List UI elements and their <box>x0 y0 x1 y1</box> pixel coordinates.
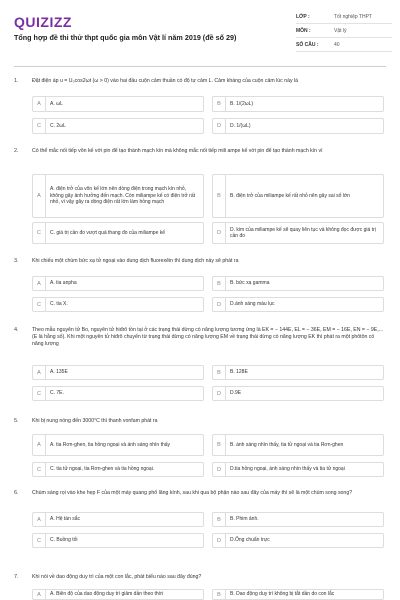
question-text: Đặt điện áp u = U₀cos2ωt (ω > 0) vào hai đầu cuộn cảm thuần có độ tự cảm L. Cảm kháng của cuộn cảm lúc này là <box>32 78 299 84</box>
option-text: B. bức xạ gamma <box>230 280 270 287</box>
option-d[interactable] <box>212 533 384 548</box>
option-letter: A <box>33 513 46 526</box>
option-c[interactable] <box>32 297 204 312</box>
quizizz-logo: QUIZIZZ <box>14 14 72 30</box>
option-d[interactable] <box>212 462 384 477</box>
header-divider <box>14 66 386 67</box>
meta-value: Tốt nghiệp THPT <box>334 13 372 20</box>
option-letter: D <box>213 534 226 547</box>
option-letter: C <box>33 387 46 400</box>
option-text: C. 7E. <box>50 390 64 397</box>
option-text: C. 2ωL <box>50 122 66 129</box>
option-text: A. 135E <box>50 369 68 376</box>
option-a[interactable] <box>32 434 204 456</box>
option-text: D.9E <box>230 390 242 397</box>
option-text: D.ánh sáng màu lục <box>230 301 275 308</box>
option-text: D.Ống chuẩn trực <box>230 537 270 544</box>
option-b[interactable] <box>212 434 384 456</box>
meta-row-subject <box>296 24 392 38</box>
option-letter: C <box>33 534 46 547</box>
option-letter: A <box>33 277 46 290</box>
question-text: Theo mẫu nguyên tử Bo, nguyên tử hiđrô tồn tại ở các trạng thái dừng có năng lượng tương ứng là EK = − 144E, EL = − 36E, EM = − 16E, EN = − 9E,... (E là hằng số). Khi một nguyên tử hiđrô chuyển từ trạng thái dừng có năng lượng EM về trạng thái dừng có năng lượng EK thì phát ra một phôtôn có năng lượng <box>32 327 383 348</box>
option-text: C. Buồng tối <box>50 537 78 544</box>
option-letter: D <box>213 119 226 133</box>
option-text: B. 128E <box>230 369 248 376</box>
option-d[interactable] <box>212 118 384 134</box>
option-c[interactable] <box>32 533 204 548</box>
meta-label: MÔN : <box>296 27 311 34</box>
option-text: C. giá trị cần đo vượt quá thang đo của miliampe kế <box>50 229 166 236</box>
option-letter: B <box>213 435 226 455</box>
option-a[interactable] <box>32 276 204 291</box>
option-b[interactable] <box>212 512 384 527</box>
option-text: A. tia anpha <box>50 280 77 287</box>
option-letter: D <box>213 463 226 476</box>
option-text: A. tia Rơn-ghen, tia hồng ngoại và ánh sáng nhìn thấy <box>50 441 171 448</box>
question-text: Khi chiếu một chùm bức xạ tử ngoại vào dung dịch fluorexêin thì dung dịch này sẽ phát ra <box>32 258 239 264</box>
option-letter: A <box>33 590 46 599</box>
option-text: B. ánh sáng nhìn thấy, tia tử ngoại và tia Rơn-ghen <box>230 441 344 448</box>
meta-value: Vật lý <box>334 27 347 34</box>
option-text: A. Biên độ của dao động duy trì giảm dần theo thời <box>50 591 164 598</box>
option-letter: C <box>33 298 46 311</box>
meta-row-count <box>296 38 392 52</box>
question-text: Có thể mắc nối tiếp vôn kế với pin để tạo thành mạch kín mà không mắc nối tiếp mili ampe kế với pin để tạo thành mạch kín vì <box>32 148 323 154</box>
option-b[interactable] <box>212 174 384 218</box>
option-text: C. tia tử ngoại, tia Rơn-ghen và tia hồng ngoại. <box>50 466 155 473</box>
question-number: 6. <box>14 490 19 496</box>
option-c[interactable] <box>32 118 204 134</box>
question-number: 7. <box>14 574 19 580</box>
option-letter: C <box>33 223 46 243</box>
question-number: 1. <box>14 78 19 84</box>
meta-label: SỐ CÂU : <box>296 41 319 48</box>
option-d[interactable] <box>212 386 384 401</box>
question-text: Khi bị nung nóng đến 3000°C thì thanh vonfam phát ra <box>32 418 158 424</box>
option-c[interactable] <box>32 462 204 477</box>
option-d[interactable] <box>212 297 384 312</box>
option-text: D. 1/(ωL) <box>230 122 251 129</box>
option-a[interactable] <box>32 96 204 112</box>
document-title: Tổng hợp đề thi thử thpt quốc gia môn Vật lí năm 2019 (đề số 29) <box>14 33 237 42</box>
option-text: A. ωL <box>50 100 63 107</box>
option-letter: C <box>33 463 46 476</box>
option-text: B. Dao động duy trì không bị tắt dần do con lắc <box>230 591 335 598</box>
question-number: 3. <box>14 258 19 264</box>
question-number: 5. <box>14 418 19 424</box>
meta-row-class <box>296 10 392 24</box>
option-a[interactable] <box>32 365 204 380</box>
option-text: B. điện trở của miliampe kế rất nhỏ nên gây sai số lớn <box>230 192 350 199</box>
option-b[interactable] <box>212 276 384 291</box>
option-text: A. điện trở của vôn kế lớn nên dòng điện trong mạch kín nhỏ, không gây ảnh hưởng đến mạch. Còn miliampe kế có điện trở rất nhỏ, vì vậy gây ra dòng điện rất lớn làm hỏng mạch <box>50 186 195 206</box>
option-a[interactable] <box>32 512 204 527</box>
option-letter: D <box>213 298 226 311</box>
option-text: B. 1/(2ωL) <box>230 100 254 107</box>
option-text: D.tia hồng ngoại, ánh sáng nhìn thấy và tia tử ngoại <box>230 466 345 473</box>
option-text: A. Hệ tán sắc <box>50 516 81 523</box>
option-letter: C <box>33 119 46 133</box>
document-header <box>0 0 400 62</box>
meta-label: LỚP : <box>296 13 310 20</box>
option-text: D. kim của miliampe kế sẽ quay liên tục và không đọc được giá trị cần đo <box>230 226 376 239</box>
option-letter: B <box>213 366 226 379</box>
question-number: 2. <box>14 148 19 154</box>
question-text: Khi nói về dao động duy trì của một con lắc, phát biểu nào sau đây đúng? <box>32 574 202 580</box>
option-a[interactable] <box>32 174 204 218</box>
option-a[interactable] <box>32 589 204 600</box>
option-letter: D <box>213 387 226 400</box>
option-b[interactable] <box>212 96 384 112</box>
option-text: B. Phim ảnh. <box>230 516 259 523</box>
option-c[interactable] <box>32 222 204 244</box>
question-number: 4. <box>14 327 19 333</box>
question-text: Chùm sáng rọi vào khe hẹp F của một máy quang phổ lăng kính, sau khi qua bộ phận nào sau đây của máy thì sẽ là một chùm song song? <box>32 490 353 496</box>
option-letter: A <box>33 366 46 379</box>
option-letter: A <box>33 435 46 455</box>
option-letter: D <box>213 223 226 243</box>
option-d[interactable] <box>212 222 384 244</box>
meta-value: 40 <box>334 41 340 48</box>
option-text: C. tia X. <box>50 301 68 308</box>
option-c[interactable] <box>32 386 204 401</box>
option-letter: A <box>33 97 46 111</box>
option-letter: A <box>33 175 46 217</box>
option-letter: B <box>213 97 226 111</box>
option-letter: B <box>213 513 226 526</box>
option-b[interactable] <box>212 589 384 600</box>
option-b[interactable] <box>212 365 384 380</box>
option-letter: B <box>213 590 226 599</box>
option-letter: B <box>213 277 226 290</box>
meta-table <box>296 10 392 52</box>
option-letter: B <box>213 175 226 217</box>
